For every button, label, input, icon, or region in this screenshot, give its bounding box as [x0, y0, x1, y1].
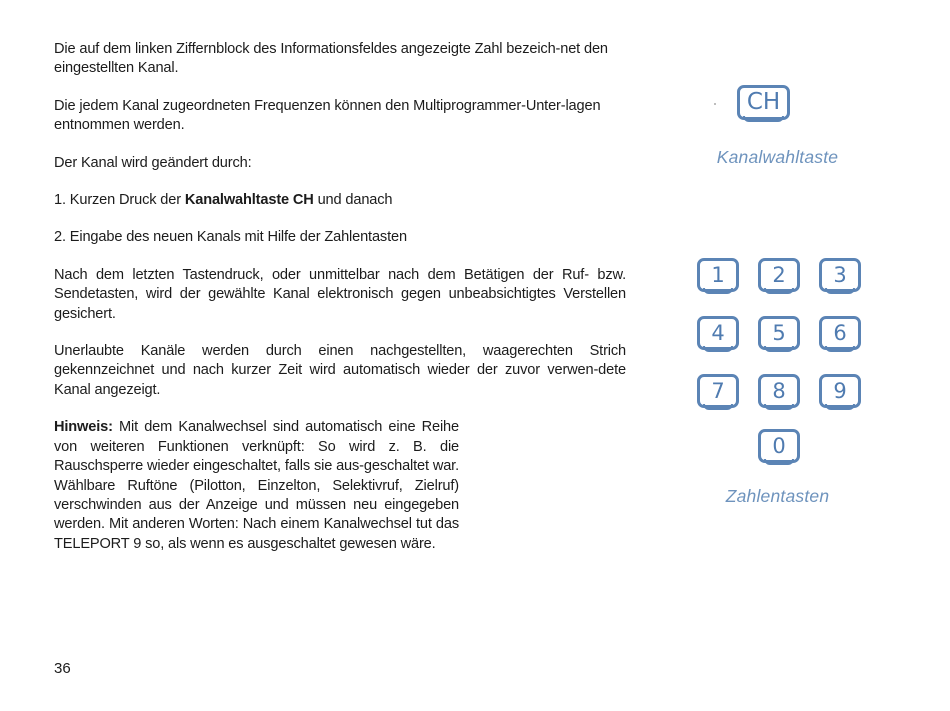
- number-key-8: 8: [758, 374, 800, 408]
- print-speck: [714, 103, 716, 105]
- step-1-suffix: und danach: [317, 192, 393, 209]
- paragraph-frequencies: Die jedem Kanal zugeordneten Frequenzen können den Multiprogrammer-Unter-lagen entnommen werden.: [54, 97, 601, 134]
- number-key-4: 4: [697, 316, 739, 350]
- step-1: [54, 191, 626, 210]
- number-key-2: 2: [758, 258, 800, 292]
- paragraph-forbidden-channels: Unerlaubte Kanäle werden durch einen nachgestellten, waagerechten Strich gekennzeichnet und nach kurzer Zeit wird automatisch wieder der zuvor verwen-dete Kanal angezeigt.: [54, 343, 626, 398]
- body-text: [54, 40, 626, 554]
- channel-key-ch: CH: [737, 85, 790, 120]
- number-key-0: 0: [758, 429, 800, 463]
- paragraph-channel-change-intro: Der Kanal wird geändert durch:: [54, 154, 252, 171]
- number-key-1: 1: [697, 258, 739, 292]
- number-key-6: 6: [819, 316, 861, 350]
- step-1-prefix: 1. Kurzen Druck der: [54, 192, 181, 209]
- page-number: 36: [54, 660, 71, 677]
- number-key-9: 9: [819, 374, 861, 408]
- number-key-5: 5: [758, 316, 800, 350]
- step-2: 2. Eingabe des neuen Kanals mit Hilfe der Zahlentasten: [54, 229, 407, 246]
- step-1-key-name: Kanalwahltaste CH: [184, 192, 314, 209]
- number-keys-caption: Zahlentasten: [725, 486, 830, 506]
- hint-text: Mit dem Kanalwechsel sind automatisch eine Reihe von weiteren Funktionen verknüpft: So wird z. B. die Rauschsperre wieder eingeschaltet, falls sie aus-geschaltet war. Wählbare Ruftöne (Pilotton, Einzelton, Selektivruf, Zielruf) verschwinden aus der Anzeige und müssen neu eingegeben werden. Mit anderen Worten: Nach einem Kanalwechsel tut das TELEPORT 9 so, als wenn es ausgeschaltet gewesen wäre.: [54, 419, 459, 552]
- paragraph-channel-display: Die auf dem linken Ziffernblock des Informationsfeldes angezeigte Zahl bezeich-net den eingestellten Kanal.: [54, 41, 608, 77]
- paragraph-lock: Nach dem letzten Tastendruck, oder unmittelbar nach dem Betätigen der Ruf- bzw. Sendetasten, wird der gewählte Kanal elektronisch gegen unbeabsichtigtes Verstellen gesichert.: [54, 266, 626, 322]
- channel-key-caption: Kanalwahltaste: [716, 147, 839, 167]
- number-key-7: 7: [697, 374, 739, 408]
- hint-paragraph: [54, 418, 459, 554]
- hint-label: Hinweis:: [54, 419, 113, 436]
- number-key-3: 3: [819, 258, 861, 292]
